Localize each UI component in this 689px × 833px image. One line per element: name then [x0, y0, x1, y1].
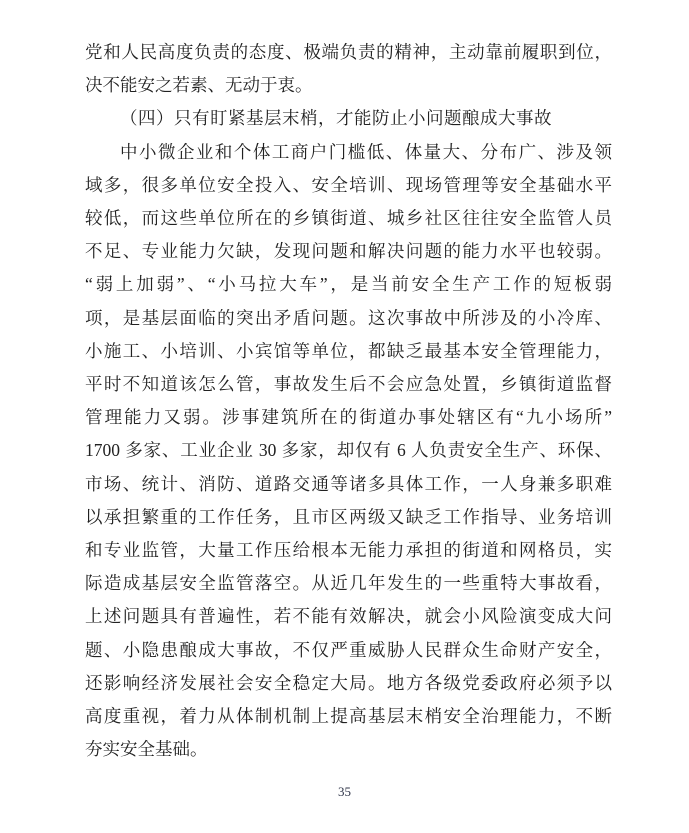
text-line: 还影响经济发展社会安全稳定大局。地方各级党委政府必须予以 — [85, 672, 612, 693]
text-line: 题、小隐患酿成大事故，不仅严重威胁人民群众生命财产安全， — [85, 639, 612, 660]
text-line: 高度重视，着力从体制机制上提高基层末梢安全治理能力，不断 — [85, 706, 612, 727]
text-line: 夯实安全基础。 — [85, 739, 208, 760]
text-line: 以承担繁重的工作任务，且市区两级又缺乏工作指导、业务培训 — [85, 506, 612, 527]
text-line: 党和人民高度负责的态度、极端负责的精神，主动靠前履职到位， — [85, 42, 612, 62]
text-line: 和专业监管，大量工作压给根本无能力承担的街道和网格员，实 — [85, 540, 612, 561]
text-line: 1700 多家、工业企业 30 多家，却仅有 6 人负责安全生产、环保、 — [85, 440, 612, 461]
text-line: 上述问题具有普遍性，若不能有效解决，就会小风险演变成大问 — [85, 606, 612, 627]
text-line: 较低，而这些单位所在的乡镇街道、城乡社区往往安全监管人员 — [85, 208, 612, 229]
text-line: 市场、统计、消防、道路交通等诸多具体工作，一人身兼多职难 — [85, 473, 612, 494]
text-line: 项，是基层面临的突出矛盾问题。这次事故中所涉及的小冷库、 — [85, 307, 612, 328]
text-line: 平时不知道该怎么管，事故发生后不会应急处置，乡镇街道监督 — [85, 374, 612, 395]
text-line: 域多，很多单位安全投入、安全培训、现场管理等安全基础水平 — [85, 174, 612, 195]
text-line: 中小微企业和个体工商户门槛低、体量大、分布广、涉及领 — [120, 141, 612, 162]
text-line: 决不能安之若素、无动于衷。 — [85, 75, 313, 96]
section-heading: （四）只有盯紧基层末梢，才能防止小问题酿成大事故 — [120, 108, 552, 129]
text-line: 际造成基层安全监管落空。从近几年发生的一些重特大事故看， — [85, 573, 612, 594]
text-line: “弱上加弱”、“小马拉大车”，是当前安全生产工作的短板弱 — [85, 274, 612, 295]
page-number: 35 — [338, 784, 351, 799]
text-line: 管理能力又弱。涉事建筑所在的街道办事处辖区有“九小场所” — [85, 407, 612, 428]
text-line: 小施工、小培训、小宾馆等单位，都缺乏最基本安全管理能力， — [85, 340, 612, 361]
document-text-block — [85, 36, 612, 766]
text-line: 不足、专业能力欠缺，发现问题和解决问题的能力水平也较弱。 — [85, 241, 612, 262]
